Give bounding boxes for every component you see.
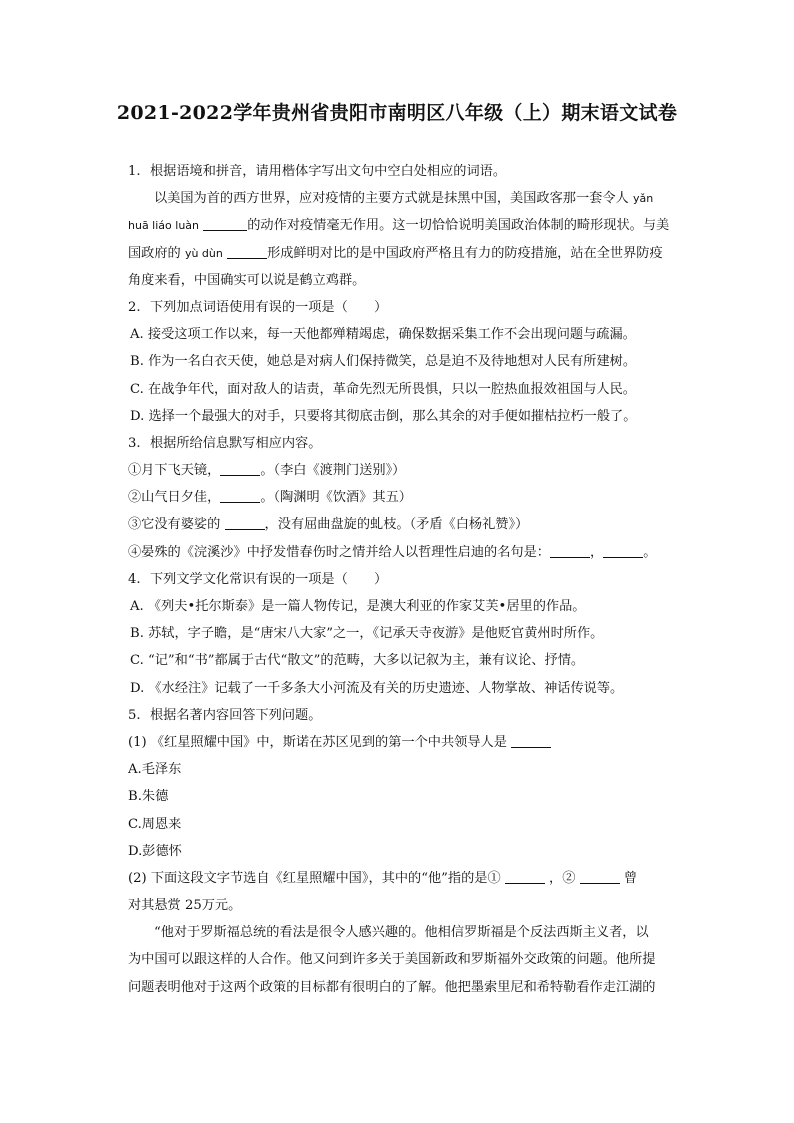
answer-blank[interactable]: [603, 543, 643, 558]
exam-content: [128, 158, 693, 1001]
option-d[interactable]: D. 选择一个最强大的对手，只要将其彻底击倒，那么其余的对手便如摧枯拉朽一般了。: [130, 408, 637, 424]
option-a[interactable]: A.毛泽东: [128, 762, 182, 778]
pinyin-hint: huā liáo luàn: [128, 219, 200, 233]
option-a[interactable]: A. 《列夫•托尔斯泰》是一篇人物传记，是澳大利亚的作家艾芙•居里的作品。: [130, 599, 586, 614]
pinyin-hint: yǎn: [632, 192, 654, 206]
question-5-stem: 5. 根据名著内容回答下列问题。: [128, 702, 693, 729]
passage-line: 问题表明他对于这两个政策的目标都有很明白的了解。他把墨索里尼和希特勒看作走江湖的: [128, 979, 656, 995]
answer-blank[interactable]: [511, 733, 551, 748]
option-b[interactable]: B. 作为一名白衣天使，她总是对病人们保持微笑，总是迫不及待地想对人民有所建树。: [130, 354, 637, 370]
question-1-line: 以美国为首的西方世界，应对疫情的主要方式就是抹黑中国，美国政客那一套令人 yǎn: [154, 191, 654, 207]
answer-blank[interactable]: [227, 244, 267, 259]
option-c[interactable]: C.周恩来: [128, 816, 182, 832]
option-c[interactable]: C. 在战争年代，面对敌人的诘责，革命先烈无所畏惧，只以一腔热血报效祖国与人民。: [130, 381, 636, 397]
question-number: 5.: [128, 707, 141, 723]
passage-line: “他对于罗斯福总统的看法是很令人感兴趣的。他相信罗斯福是个反法西斯主义者，以: [154, 925, 649, 941]
question-1-line: huā liáo luàn 的动作对疫情毫无作用。这一切恰恰说明美国政治体制的畸形现状。与美: [128, 218, 670, 234]
answer-blank[interactable]: [203, 216, 247, 231]
recitation-item-3: ③它没有婆娑的 ，没有屈曲盘旋的虬枝。（矛盾《白杨礼赞》）: [128, 517, 529, 533]
question-1-stem: 1. 根据语境和拼音，请用楷体字写出文句中空白处相应的词语。: [128, 158, 693, 185]
pinyin-hint: yù dùn: [184, 246, 223, 260]
answer-blank[interactable]: [220, 461, 260, 476]
recitation-item-4: ④晏殊的《浣溪沙》中抒发惜春伤时之情并给人以哲理性启迪的名句是： ， 。: [128, 544, 657, 560]
answer-blank[interactable]: [225, 515, 265, 530]
answer-blank[interactable]: [505, 869, 545, 884]
sub-question-2-cont: 对其悬赏 25万元。: [128, 898, 242, 914]
question-1-line: 国政府的 yù dùn 形成鲜明对比的是中国政府严格且有力的防疫措施，站在全世界防疫: [128, 245, 663, 261]
recitation-item-2: ②山气日夕佳， 。（陶渊明《饮酒》其五）: [128, 490, 412, 506]
sub-question-1: (1) 《红星照耀中国》中，斯诺在苏区见到的第一个中共领导人是: [128, 729, 693, 756]
question-number: 2.: [128, 299, 141, 315]
recitation-item-1: ①月下飞天镜， 。（李白《渡荆门送别》）: [128, 463, 406, 479]
option-c[interactable]: C. “记”和“书”都属于古代“散文”的范畴，大多以记叙为主，兼有议论、抒情。: [130, 653, 585, 669]
question-2-stem: 2. 下列加点词语使用有误的一项是（ ）: [128, 294, 693, 321]
question-1-line: 角度来看，中国确实可以说是鹤立鸡群。: [128, 272, 366, 288]
page-title: 2021-2022学年贵州省贵阳市南明区八年级（上）期末语文试卷: [116, 102, 678, 124]
question-4-stem: 4. 下列文学文化常识有误的一项是（ ）: [128, 566, 693, 593]
question-3-stem: 3. 根据所给信息默写相应内容。: [128, 430, 693, 457]
option-a[interactable]: A. 接受这项工作以来，每一天他都殚精竭虑，确保数据采集工作不会出现问题与疏漏。: [130, 327, 636, 343]
option-d[interactable]: D. 《水经注》记载了一千多条大小河流及有关的历史遗迹、人物掌故、神话传说等。: [130, 680, 624, 696]
answer-blank[interactable]: [220, 488, 260, 503]
question-number: 3.: [128, 435, 141, 451]
option-d[interactable]: D.彭德怀: [128, 843, 182, 859]
option-b[interactable]: B.朱德: [128, 789, 169, 805]
question-number: 1.: [128, 164, 141, 179]
sub-question-2: (2) 下面这段文字节选自《红星照耀中国》，其中的“他”指的是① ，② 曾: [128, 870, 638, 886]
answer-blank[interactable]: [550, 543, 590, 558]
question-number: 4.: [128, 571, 141, 587]
answer-blank[interactable]: [580, 869, 620, 884]
passage-line: 为中国可以跟这样的人合作。他又问到许多关于美国新政和罗斯福外交政策的问题。他所提: [128, 952, 656, 968]
option-b[interactable]: B. 苏轼，字子瞻，是“唐宋八大家”之一，《记承天寺夜游》是他贬官黄州时所作。: [130, 626, 604, 642]
